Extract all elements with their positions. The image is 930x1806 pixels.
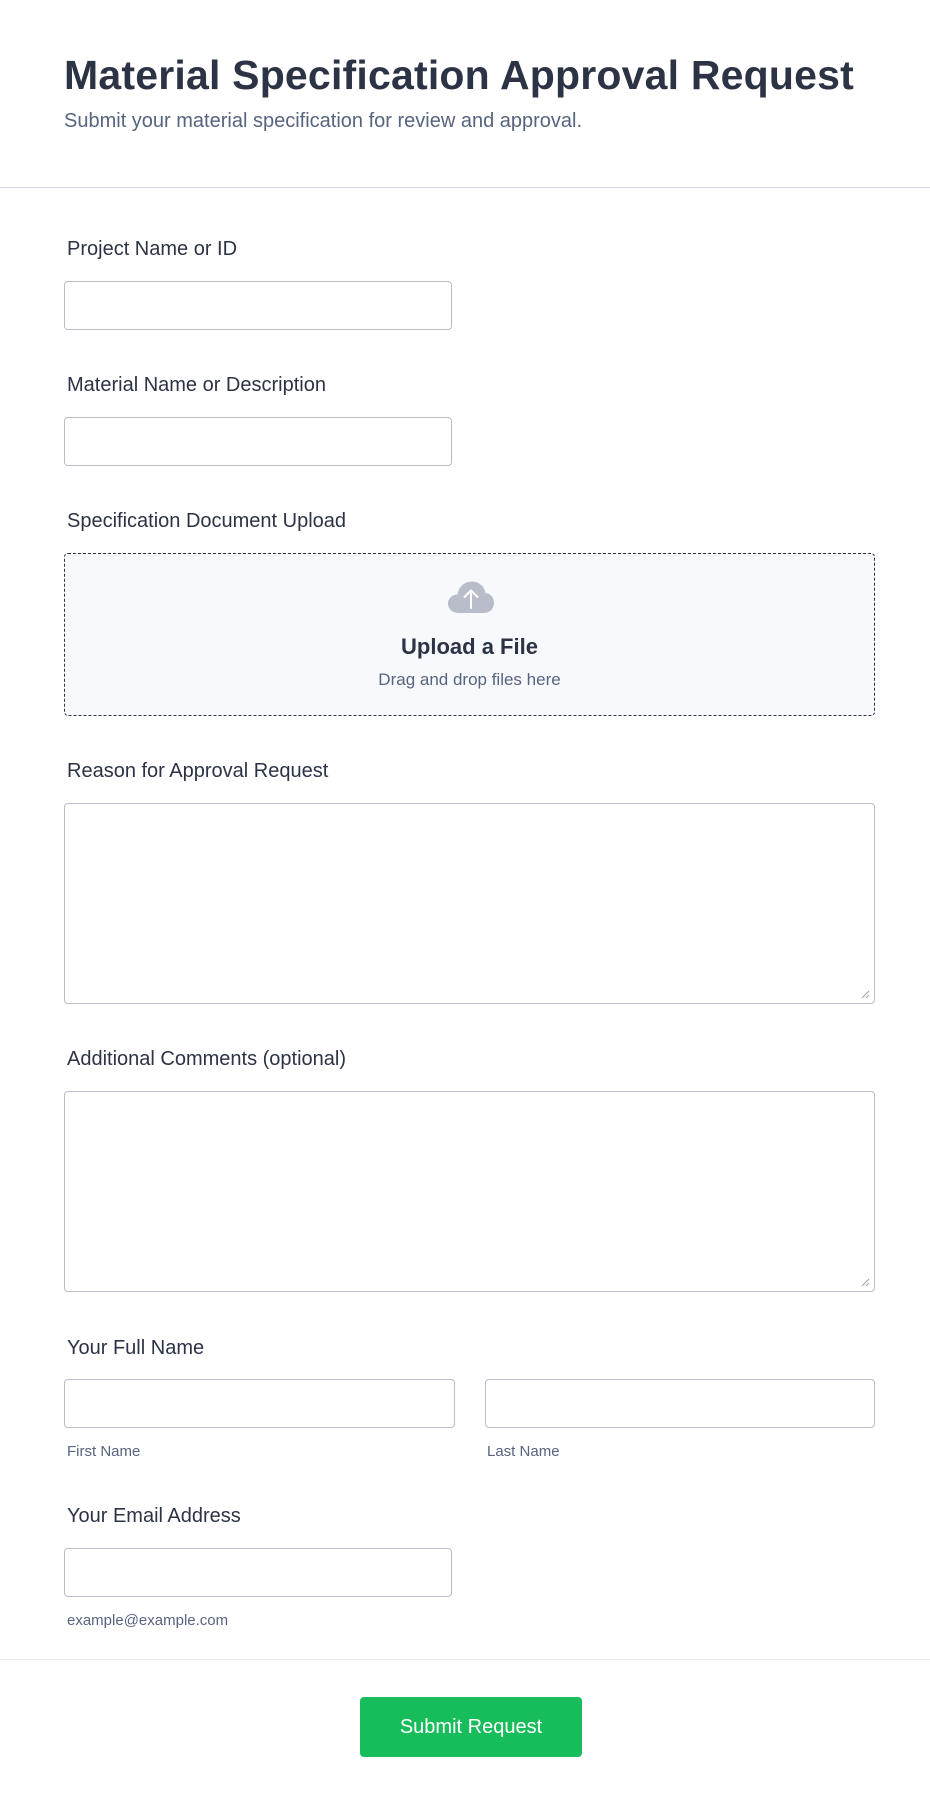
project-input[interactable] <box>64 281 452 330</box>
page-subtitle: Submit your material specification for review and approval. <box>64 110 583 132</box>
upload-hint: Drag and drop files here <box>378 670 561 689</box>
full-name-label: Your Full Name <box>67 1337 205 1359</box>
first-name-input[interactable] <box>64 1379 455 1428</box>
material-label: Material Name or Description <box>67 374 326 396</box>
email-label: Your Email Address <box>67 1505 241 1527</box>
resize-grip-icon[interactable] <box>861 990 870 999</box>
page-title: Material Specification Approval Request <box>64 52 855 98</box>
email-input[interactable] <box>64 1548 452 1597</box>
upload-title: Upload a File <box>401 634 538 659</box>
email-sublabel: example@example.com <box>67 1612 229 1629</box>
footer-divider <box>0 1659 930 1660</box>
first-name-sublabel: First Name <box>67 1443 141 1460</box>
reason-textarea[interactable] <box>64 803 875 1004</box>
resize-grip-icon[interactable] <box>861 1278 870 1287</box>
project-label: Project Name or ID <box>67 238 238 260</box>
last-name-input[interactable] <box>485 1379 875 1428</box>
material-input[interactable] <box>64 417 452 466</box>
submit-button[interactable]: Submit Request <box>360 1697 582 1757</box>
reason-label: Reason for Approval Request <box>67 760 329 782</box>
cloud-upload-icon <box>447 580 495 614</box>
form-header <box>0 0 930 188</box>
file-upload-dropzone[interactable] <box>64 553 875 716</box>
last-name-sublabel: Last Name <box>487 1443 560 1460</box>
upload-label: Specification Document Upload <box>67 510 347 532</box>
comments-textarea[interactable] <box>64 1091 875 1292</box>
comments-label: Additional Comments (optional) <box>67 1048 347 1070</box>
